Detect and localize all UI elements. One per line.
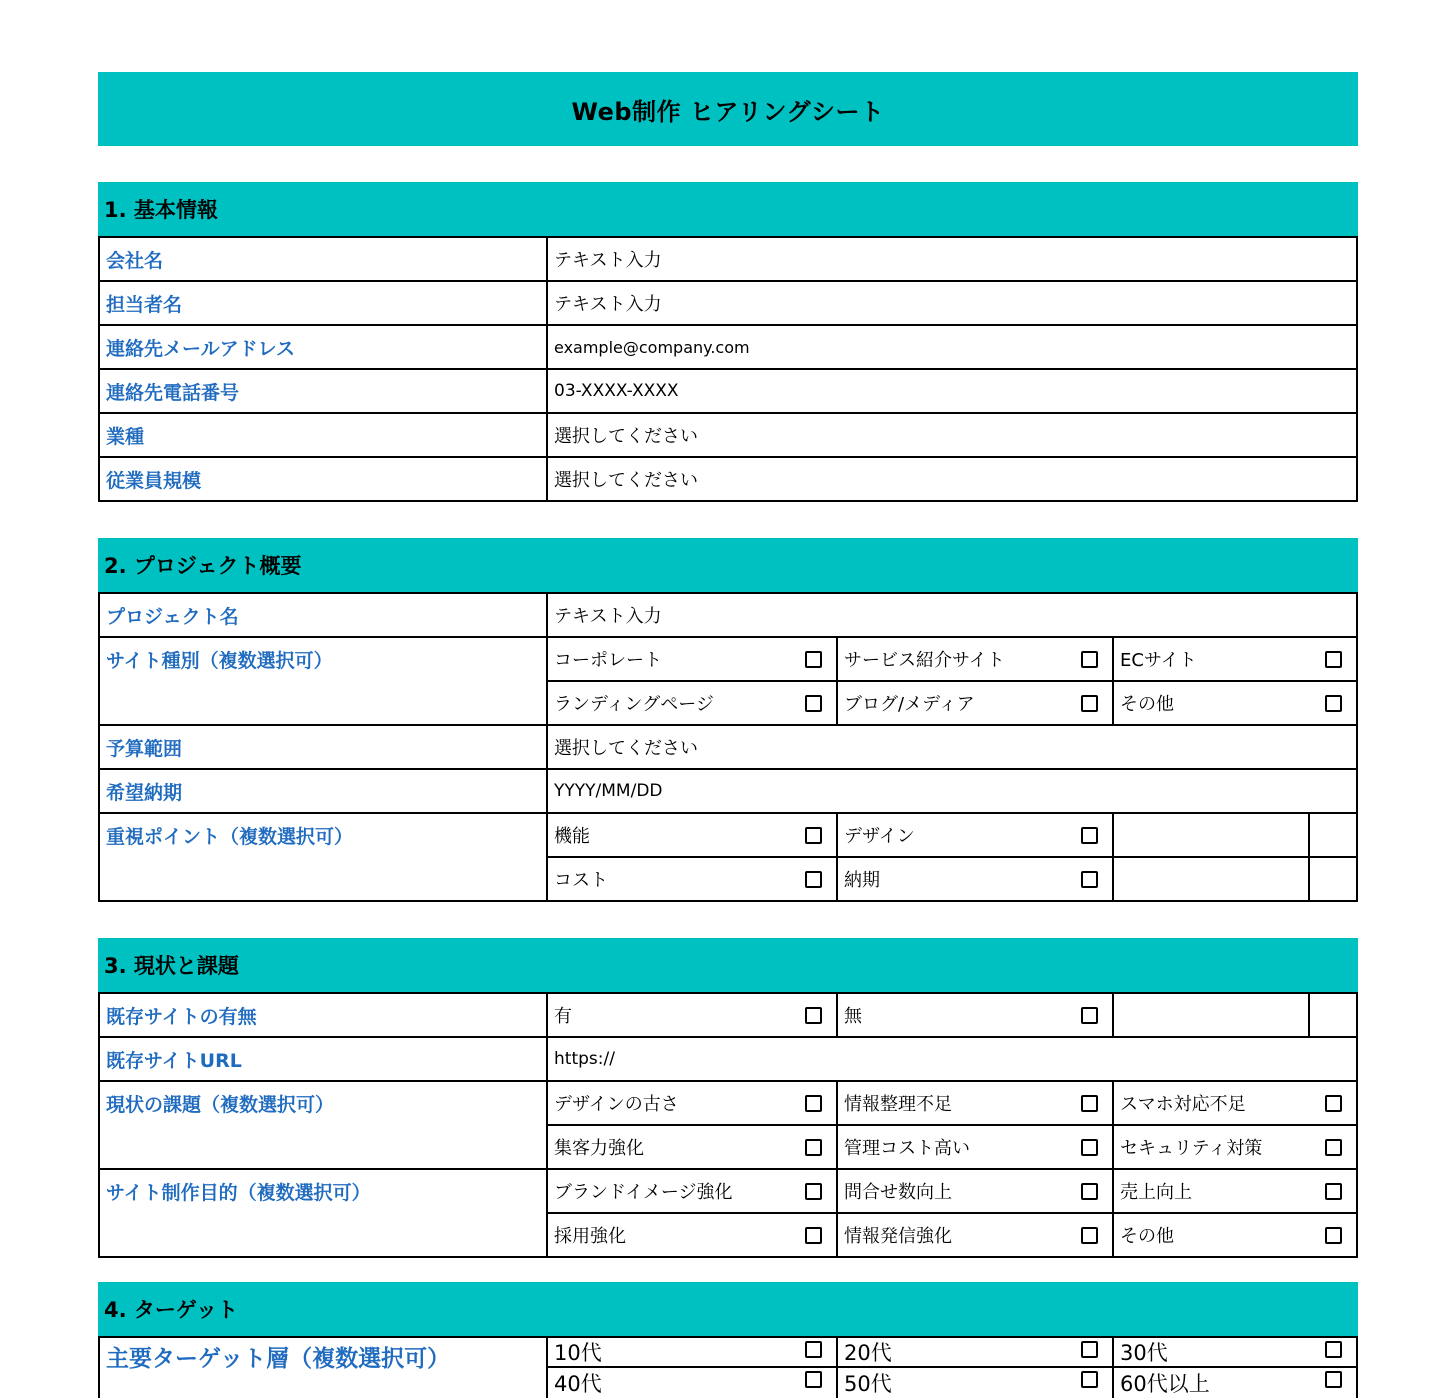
option-label: コスト xyxy=(554,870,608,891)
industry-select[interactable]: 選択してください xyxy=(554,426,698,447)
empty-cell xyxy=(1114,858,1310,900)
checkbox[interactable] xyxy=(1081,1227,1098,1244)
option-label: コーポレート xyxy=(554,650,662,671)
empty-cell xyxy=(1310,858,1356,900)
page-title: Web制作 ヒアリングシート xyxy=(571,97,885,126)
option-label: ランディングページ xyxy=(554,694,714,715)
option-label: その他 xyxy=(1120,694,1174,715)
current-table xyxy=(98,994,1358,1258)
title-bar xyxy=(98,72,1358,146)
checkbox[interactable] xyxy=(805,827,822,844)
option-label: 情報整理不足 xyxy=(844,1094,952,1115)
option-label: デザインの古さ xyxy=(554,1094,679,1115)
table-row xyxy=(100,1038,1356,1082)
option-inquiries[interactable] xyxy=(838,1170,1114,1212)
table-row xyxy=(100,238,1356,282)
target-table xyxy=(98,1338,1358,1398)
option-deadline[interactable] xyxy=(838,858,1114,900)
option-label: 有 xyxy=(554,1006,572,1027)
option-60s-plus[interactable] xyxy=(1114,1368,1356,1398)
phone-field[interactable]: 03-XXXX-XXXX xyxy=(554,381,679,401)
option-label: スマホ対応不足 xyxy=(1120,1094,1246,1115)
option-label: 機能 xyxy=(554,826,590,847)
field-label: サイト制作目的（複数選択可） xyxy=(100,1170,548,1258)
option-service-site[interactable] xyxy=(838,638,1114,680)
checkbox[interactable] xyxy=(1081,1139,1098,1156)
option-label: ブログ/メディア xyxy=(844,694,975,715)
checkbox[interactable] xyxy=(1325,1227,1342,1244)
section-heading-text: 3. 現状と課題 xyxy=(104,954,239,978)
table-row xyxy=(100,414,1356,458)
option-label: 管理コスト高い xyxy=(844,1138,970,1159)
section-project-overview xyxy=(98,538,1358,902)
option-label: ブランドイメージ強化 xyxy=(554,1182,733,1203)
checkbox[interactable] xyxy=(805,871,822,888)
checkbox[interactable] xyxy=(805,1183,822,1200)
option-20s[interactable] xyxy=(838,1338,1114,1366)
empty-cell xyxy=(1114,814,1310,856)
option-label: デザイン xyxy=(844,826,915,847)
checkbox[interactable] xyxy=(805,1341,822,1358)
section-heading-text: 4. ターゲット xyxy=(104,1298,239,1322)
checkbox[interactable] xyxy=(1325,1371,1342,1388)
table-row xyxy=(100,282,1356,326)
field-label: 既存サイトURL xyxy=(100,1038,548,1080)
section-heading xyxy=(98,182,1358,238)
option-attract-customers[interactable] xyxy=(548,1126,838,1168)
checkbox[interactable] xyxy=(1325,1183,1342,1200)
checkbox[interactable] xyxy=(805,651,822,668)
option-40s[interactable] xyxy=(548,1368,838,1398)
checkbox[interactable] xyxy=(805,1227,822,1244)
field-label: 既存サイトの有無 xyxy=(100,994,548,1036)
option-yes[interactable] xyxy=(548,994,838,1036)
checkbox[interactable] xyxy=(1325,1139,1342,1156)
section-current-issues xyxy=(98,938,1358,1258)
checkbox[interactable] xyxy=(1081,695,1098,712)
option-label: 問合せ数向上 xyxy=(844,1182,952,1203)
field-label: 予算範囲 xyxy=(100,726,548,768)
option-high-maintenance[interactable] xyxy=(838,1126,1114,1168)
table-row xyxy=(100,726,1356,770)
option-label: 無 xyxy=(844,1006,862,1027)
table-row xyxy=(100,770,1356,814)
checkbox[interactable] xyxy=(805,1139,822,1156)
section-target xyxy=(98,1282,1358,1398)
empty-cell xyxy=(1310,994,1356,1036)
field-label: プロジェクト名 xyxy=(100,594,548,636)
field-label: 主要ターゲット層（複数選択可） xyxy=(100,1338,548,1398)
priority-group xyxy=(100,814,1356,902)
checkbox[interactable] xyxy=(1325,1095,1342,1112)
table-row xyxy=(100,458,1356,502)
section-heading xyxy=(98,538,1358,594)
option-label: その他 xyxy=(1120,1226,1174,1247)
table-row xyxy=(100,370,1356,414)
project-table xyxy=(98,594,1358,902)
checkbox[interactable] xyxy=(805,1095,822,1112)
option-blog-media[interactable] xyxy=(838,682,1114,724)
section-heading-text: 2. プロジェクト概要 xyxy=(104,554,302,578)
option-mobile-support[interactable] xyxy=(1114,1082,1356,1124)
checkbox[interactable] xyxy=(1081,871,1098,888)
email-field[interactable]: example@company.com xyxy=(554,337,750,357)
option-label: 20代 xyxy=(844,1341,892,1365)
checkbox[interactable] xyxy=(1081,1183,1098,1200)
checkbox[interactable] xyxy=(1081,1341,1098,1358)
option-other[interactable] xyxy=(1114,1214,1356,1256)
table-row xyxy=(100,326,1356,370)
option-sales[interactable] xyxy=(1114,1170,1356,1212)
checkbox[interactable] xyxy=(805,1371,822,1388)
employee-size-select[interactable]: 選択してください xyxy=(554,470,698,491)
option-cost[interactable] xyxy=(548,858,838,900)
option-label: 30代 xyxy=(1120,1341,1168,1365)
purpose-group xyxy=(100,1170,1356,1258)
option-corporate[interactable] xyxy=(548,638,838,680)
empty-cell xyxy=(1310,814,1356,856)
basic-info-table xyxy=(98,238,1358,502)
option-10s[interactable] xyxy=(548,1338,838,1366)
checkbox[interactable] xyxy=(1081,827,1098,844)
issues-group xyxy=(100,1082,1356,1170)
option-brand-image[interactable] xyxy=(548,1170,838,1212)
option-label: 60代以上 xyxy=(1120,1372,1210,1396)
field-label: 業種 xyxy=(100,414,548,456)
age-group xyxy=(100,1338,1356,1398)
budget-select[interactable]: 選択してください xyxy=(554,738,698,759)
option-old-design[interactable] xyxy=(548,1082,838,1124)
field-label: 連絡先メールアドレス xyxy=(100,326,548,368)
field-label: 連絡先電話番号 xyxy=(100,370,548,412)
project-name-field[interactable]: テキスト入力 xyxy=(554,606,662,627)
url-field[interactable]: https:// xyxy=(554,1049,615,1069)
option-label: 50代 xyxy=(844,1372,892,1396)
checkbox[interactable] xyxy=(1325,1341,1342,1358)
checkbox[interactable] xyxy=(805,1007,822,1024)
table-row xyxy=(100,994,1356,1038)
field-label: 現状の課題（複数選択可） xyxy=(100,1082,548,1170)
field-label: 従業員規模 xyxy=(100,458,548,500)
option-landing-page[interactable] xyxy=(548,682,838,724)
option-info-organization[interactable] xyxy=(838,1082,1114,1124)
deadline-field[interactable]: YYYY/MM/DD xyxy=(554,781,663,801)
option-design[interactable] xyxy=(838,814,1114,856)
section-heading xyxy=(98,1282,1358,1338)
option-label: ECサイト xyxy=(1120,650,1197,671)
section-basic-info xyxy=(98,182,1358,502)
contact-person-field[interactable]: テキスト入力 xyxy=(554,294,662,315)
option-security[interactable] xyxy=(1114,1126,1356,1168)
option-information[interactable] xyxy=(838,1214,1114,1256)
option-ec-site[interactable] xyxy=(1114,638,1356,680)
option-label: 10代 xyxy=(554,1341,602,1365)
checkbox[interactable] xyxy=(805,695,822,712)
field-label: 重視ポイント（複数選択可） xyxy=(100,814,548,902)
empty-cell xyxy=(1114,994,1310,1036)
table-row xyxy=(100,594,1356,638)
option-30s[interactable] xyxy=(1114,1338,1356,1366)
checkbox[interactable] xyxy=(1325,651,1342,668)
checkbox[interactable] xyxy=(1081,1371,1098,1388)
section-heading xyxy=(98,938,1358,994)
option-label: 集客力強化 xyxy=(554,1138,644,1159)
checkbox[interactable] xyxy=(1081,1007,1098,1024)
option-function[interactable] xyxy=(548,814,838,856)
option-label: サービス紹介サイト xyxy=(844,650,1005,671)
option-label: 納期 xyxy=(844,870,880,891)
option-50s[interactable] xyxy=(838,1368,1114,1398)
option-label: 40代 xyxy=(554,1372,602,1396)
option-recruiting[interactable] xyxy=(548,1214,838,1256)
field-label: 会社名 xyxy=(100,238,548,280)
company-name-field[interactable]: テキスト入力 xyxy=(554,250,662,271)
option-label: 情報発信強化 xyxy=(844,1226,952,1247)
option-label: セキュリティ対策 xyxy=(1120,1138,1263,1159)
checkbox[interactable] xyxy=(1325,695,1342,712)
option-label: 売上向上 xyxy=(1120,1182,1192,1203)
site-type-group xyxy=(100,638,1356,726)
field-label: サイト種別（複数選択可） xyxy=(100,638,548,726)
field-label: 担当者名 xyxy=(100,282,548,324)
option-no[interactable] xyxy=(838,994,1114,1036)
field-label: 希望納期 xyxy=(100,770,548,812)
option-label: 採用強化 xyxy=(554,1226,626,1247)
checkbox[interactable] xyxy=(1081,1095,1098,1112)
section-heading-text: 1. 基本情報 xyxy=(104,198,218,222)
checkbox[interactable] xyxy=(1081,651,1098,668)
option-other[interactable] xyxy=(1114,682,1356,724)
